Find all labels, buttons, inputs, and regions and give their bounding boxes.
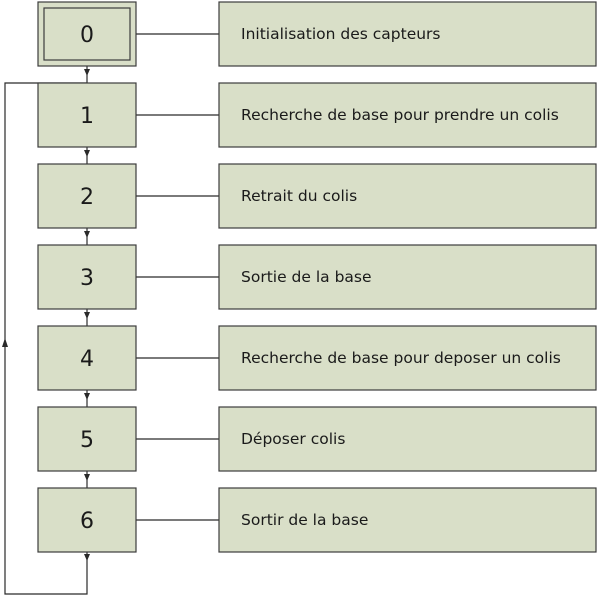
step-0 bbox=[38, 2, 596, 66]
step-number: 0 bbox=[80, 23, 94, 48]
loop-up-arrow bbox=[2, 338, 8, 347]
action-label: Sortir de la base bbox=[241, 511, 369, 529]
action-label: Recherche de base pour prendre un colis bbox=[241, 106, 559, 124]
action-label: Retrait du colis bbox=[241, 187, 358, 205]
flow-arrow bbox=[84, 69, 90, 76]
step-2 bbox=[38, 164, 596, 228]
flow-arrow bbox=[84, 312, 90, 319]
step-number: 3 bbox=[80, 266, 94, 291]
step-5 bbox=[38, 407, 596, 471]
flow-arrow bbox=[84, 554, 90, 561]
step-number: 5 bbox=[80, 428, 94, 453]
step-number: 6 bbox=[80, 509, 94, 534]
steps-layer bbox=[38, 2, 596, 552]
step-number: 2 bbox=[80, 185, 94, 210]
action-label: Sortie de la base bbox=[241, 268, 372, 286]
action-label: Initialisation des capteurs bbox=[241, 25, 441, 43]
flow-arrow bbox=[84, 474, 90, 481]
flow-arrow bbox=[84, 231, 90, 238]
flow-arrow bbox=[84, 150, 90, 157]
action-label: Déposer colis bbox=[241, 430, 346, 448]
action-label: Recherche de base pour deposer un colis bbox=[241, 349, 561, 367]
step-number: 1 bbox=[80, 104, 94, 129]
step-3 bbox=[38, 245, 596, 309]
step-6 bbox=[38, 488, 596, 552]
step-number: 4 bbox=[80, 347, 94, 372]
step-4 bbox=[38, 326, 596, 390]
flow-arrow bbox=[84, 393, 90, 400]
step-1 bbox=[38, 83, 596, 147]
